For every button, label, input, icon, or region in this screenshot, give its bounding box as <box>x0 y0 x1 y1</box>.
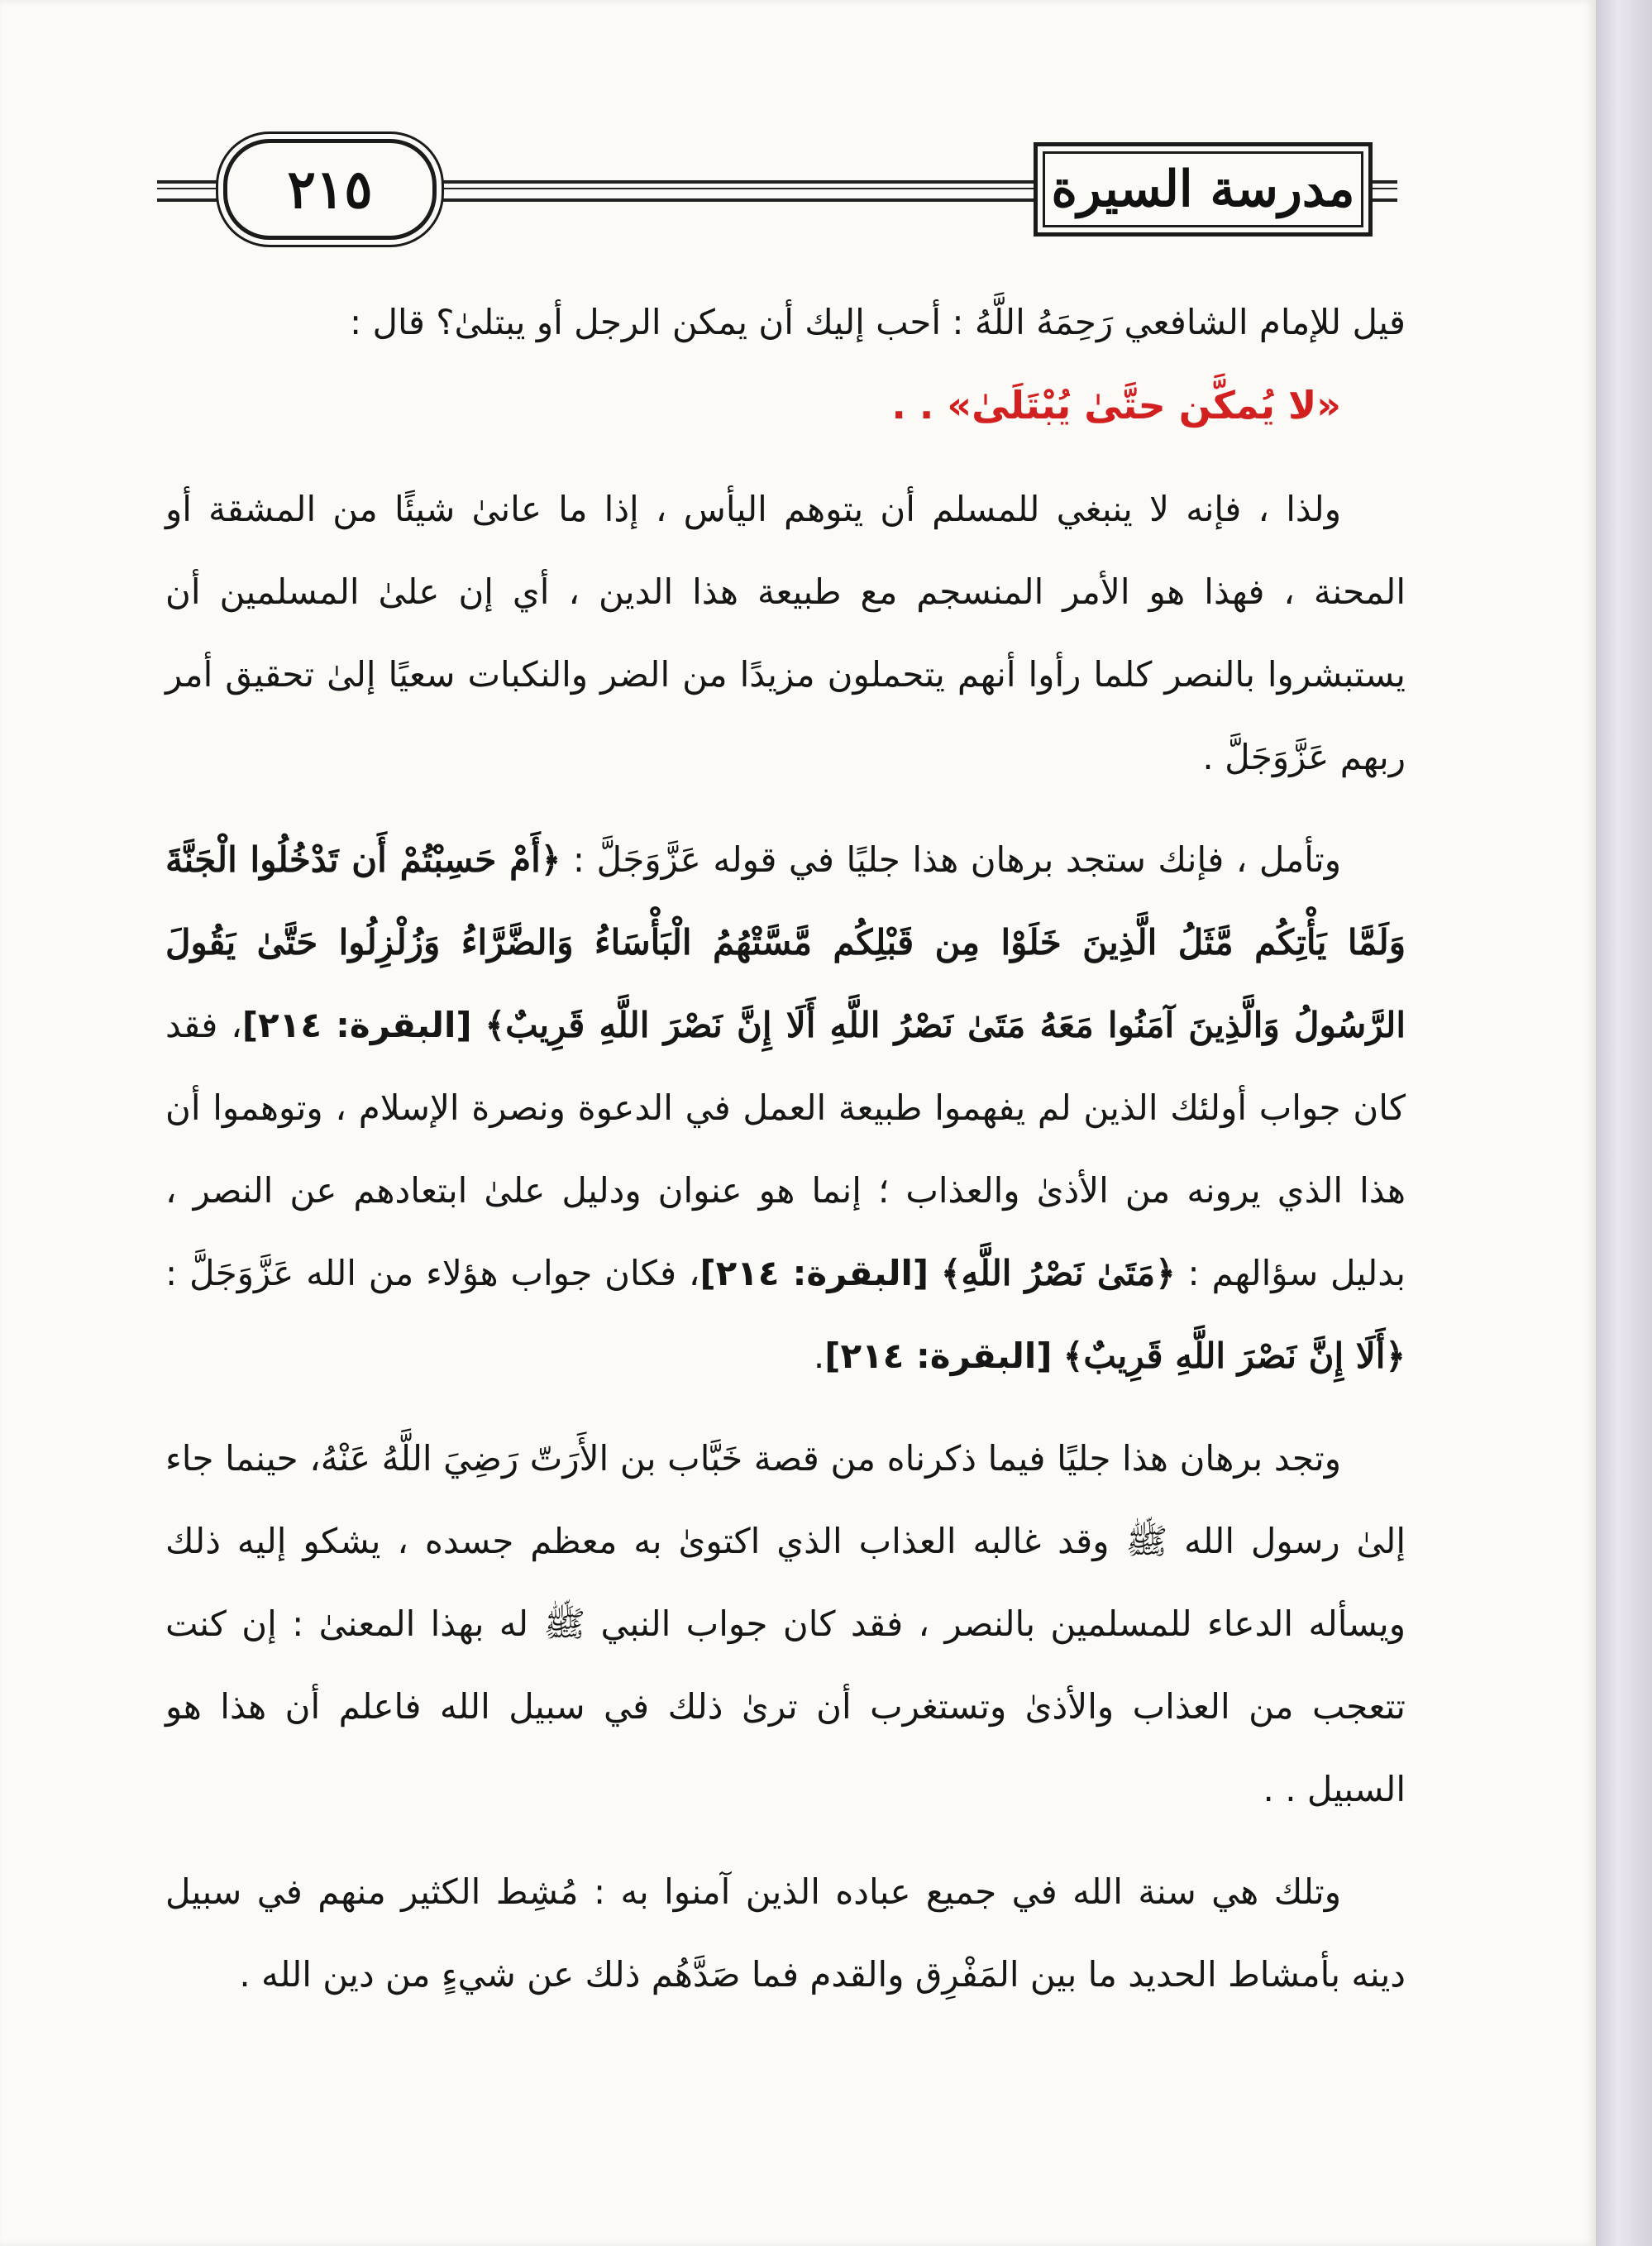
p3-intro: وتأمل ، فإنك ستجد برهان هذا جليًا في قوله عَزَّوَجَلَّ : <box>572 839 1341 880</box>
verse-reference-2: [البقرة: ٢١٤] <box>699 1253 929 1293</box>
verse-reference-1: [البقرة: ٢١٤] <box>241 1005 472 1045</box>
page-number: ٢١٥ <box>223 139 437 240</box>
paragraph-4: وتجد برهان هذا جليًا فيما ذكرناه من قصة خَبَّاب بن الأَرَتّ رَضِيَ اللَّهُ عَنْهُ، حينما جاء إلىٰ رسول الله ﷺ وقد غالبه العذاب الذي اكتوىٰ به معظم جسده ، يشكو إليه ذلك ويسأله الدعاء للمسلمين بالنصر ، فقد كان جواب النبي ﷺ له بهذا المعنىٰ : إن كنت تتعجب من العذاب والأذىٰ وتستغرب أن ترىٰ ذلك في سبيل الله فاعلم أن هذا هو السبيل . . <box>165 1438 1406 1809</box>
quran-verse-2: ﴿مَتَىٰ نَصْرُ اللَّهِ﴾ <box>940 1253 1176 1293</box>
header-rule-middle <box>415 180 1034 202</box>
p3-middle-2: ، فكان جواب هؤلاء من الله عَزَّوَجَلَّ : <box>165 1253 700 1293</box>
quran-verse-3: ﴿أَلَا إِنَّ نَصْرَ اللَّهِ قَرِيبٌ﴾ <box>1062 1336 1406 1376</box>
page-header <box>157 139 1397 238</box>
shafii-answer <box>165 364 1406 448</box>
quran-verse-1: ﴿أَمْ حَسِبْتُمْ أَن تَدْخُلُوا الْجَنَّةَ وَلَمَّا يَأْتِكُم مَّثَلُ الَّذِينَ خَلَوْا مِن قَبْلِكُم مَّسَّتْهُمُ الْبَأْسَاءُ وَالضَّرَّاءُ وَزُلْزِلُوا حَتَّىٰ يَقُولَ الرَّسُولُ وَالَّذِينَ آمَنُوا مَعَهُ مَتَىٰ نَصْرُ اللَّهِ أَلَا إِنَّ نَصْرَ اللَّهِ قَرِيبٌ﴾ <box>165 839 1406 1045</box>
verse-reference-3: [البقرة: ٢١٤] <box>824 1336 1053 1376</box>
red-quotation: «لا يُمكَّن حتَّىٰ يُبْتَلَىٰ» . . <box>891 383 1341 428</box>
page-edge <box>1596 0 1652 2246</box>
paragraph-1 <box>165 281 1406 364</box>
shafii-quote-line: قيل للإمام الشافعي رَحِمَهُ اللَّهُ : أحب إليك أن يمكن الرجل أو يبتلىٰ؟ قال : <box>350 302 1406 342</box>
paragraph-5: وتلك هي سنة الله في جميع عباده الذين آمنوا به : مُشِط الكثير منهم في سبيل دينه بأمشاط الحديد ما بين المَفْرِق والقدم فما صَدَّهُم ذلك عن شيءٍ من دين الله . <box>165 1871 1406 1995</box>
p3-middle: ، فقد كان جواب أولئك الذين لم يفهموا طبيعة العمل في الدعوة ونصرة الإسلام ، وتوهموا أن هذا الذي يرونه من الأذىٰ والعذاب ؛ إنما هو عنوان ودليل علىٰ ابتعادهم عن النصر ، بدليل سؤالهم : <box>165 1005 1406 1293</box>
book-title: مدرسة السيرة <box>1034 142 1373 237</box>
paragraph-3: وتأمل ، فإنك ستجد برهان هذا جليًا في قوله عَزَّوَجَلَّ : ﴿أَمْ حَسِبْتُمْ أَن تَدْخُلُوا الْجَنَّةَ وَلَمَّا يَأْتِكُم مَّثَلُ الَّذِينَ خَلَوْا مِن قَبْلِكُم مَّسَّتْهُمُ الْبَأْسَاءُ وَالضَّرَّاءُ وَزُلْزِلُوا حَتَّىٰ يَقُولَ الرَّسُولُ وَالَّذِينَ آمَنُوا مَعَهُ مَتَىٰ نَصْرُ اللَّهِ أَلَا إِنَّ نَصْرَ اللَّهِ قَرِيبٌ﴾ [البقرة: ٢١٤]، فقد كان جواب أولئك الذين لم يفهموا طبيعة العمل في الدعوة ونصرة الإسلام ، وتوهموا أن هذا الذي يرونه من الأذىٰ والعذاب ؛ إنما هو عنوان ودليل علىٰ ابتعادهم عن النصر ، بدليل سؤالهم : ﴿مَتَىٰ نَصْرُ اللَّهِ﴾ [البقرة: ٢١٤]، فكان جواب هؤلاء من الله عَزَّوَجَلَّ : ﴿أَلَا إِنَّ نَصْرَ اللَّهِ قَرِيبٌ﴾ [البقرة: ٢١٤]. <box>165 839 1406 1376</box>
page-body <box>165 281 1406 2016</box>
paragraph-2: ولذا ، فإنه لا ينبغي للمسلم أن يتوهم اليأس ، إذا ما عانىٰ شيئًا من المشقة أو المحنة ، فهذا هو الأمر المنسجم مع طبيعة هذا الدين ، أي إن علىٰ المسلمين أن يستبشروا بالنصر كلما رأوا أنهم يتحملون مزيدًا من الضر والنكبات سعيًا إلىٰ تحقيق أمر ربهم عَزَّوَجَلَّ . <box>165 489 1406 777</box>
